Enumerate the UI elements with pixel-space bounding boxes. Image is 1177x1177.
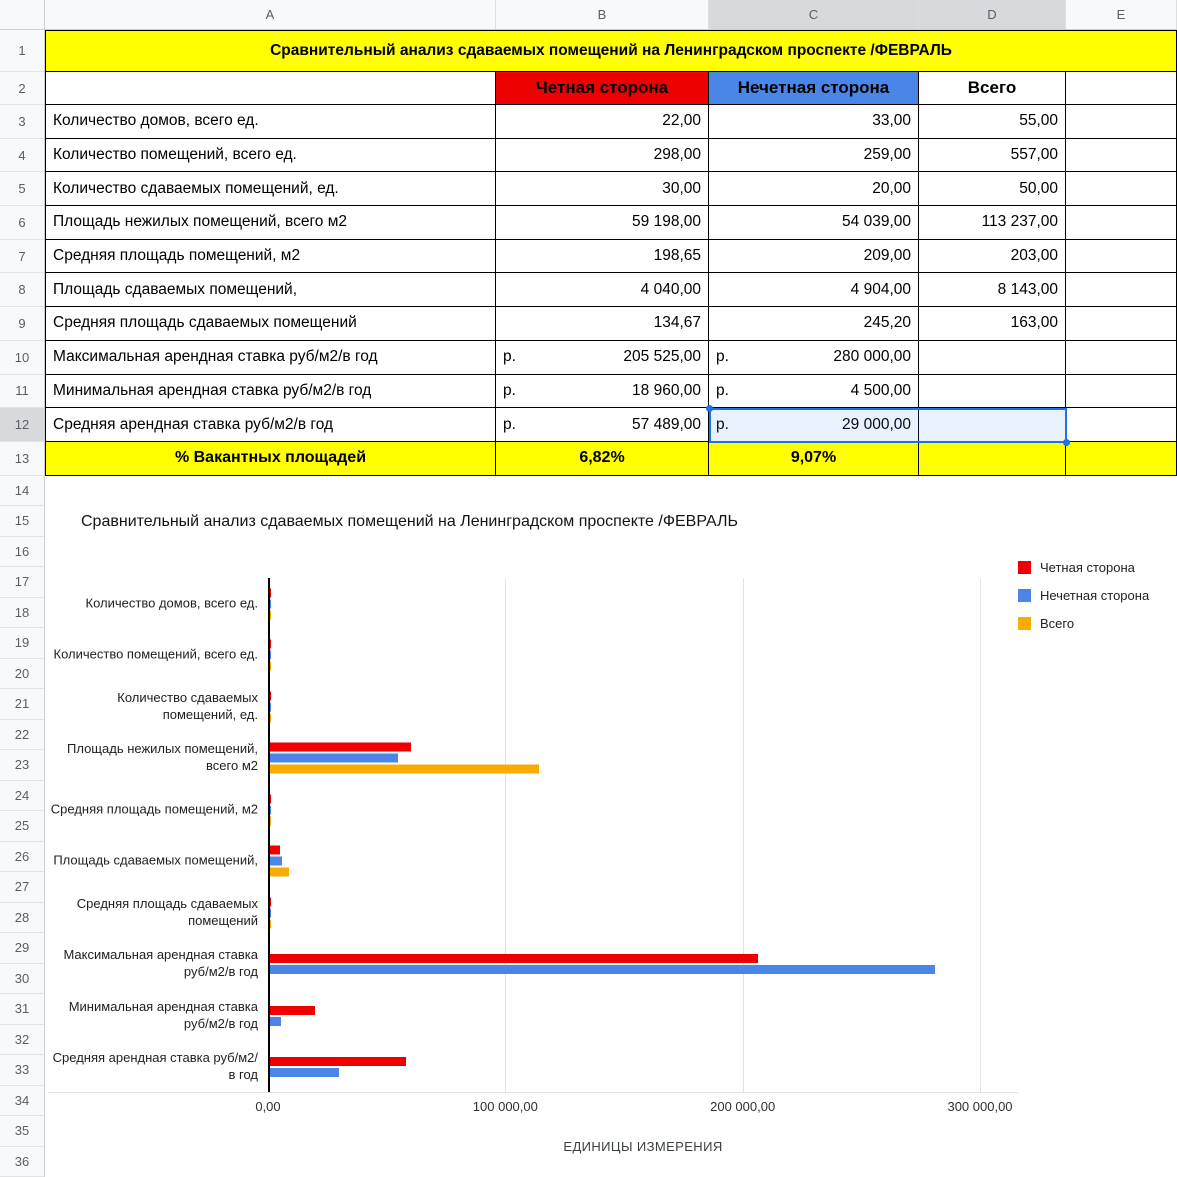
legend-label: Четная сторона [1040, 560, 1135, 575]
empty-cell[interactable] [1066, 307, 1177, 341]
value-cell-odd[interactable] [709, 341, 919, 375]
row-header-19[interactable]: 19 [0, 628, 44, 659]
row-header-6[interactable]: 6 [0, 206, 44, 240]
chart-bar [270, 599, 271, 608]
chart-category-row [48, 1042, 1018, 1094]
chart-category-row [48, 733, 1018, 785]
chart-x-tick-label: 200 000,00 [710, 1099, 776, 1114]
currency-symbol: р. [503, 415, 516, 433]
row-header-25[interactable]: 25 [0, 811, 44, 842]
table-title-cell[interactable]: Сравнительный анализ сдаваемых помещений на Ленинградском проспекте /ФЕВРАЛЬ [45, 30, 1177, 72]
legend-swatch [1018, 561, 1031, 574]
chart-bar-group [270, 691, 271, 722]
chart-bar [270, 846, 280, 855]
chart-bar [270, 1068, 339, 1077]
row-header-13[interactable]: 13 [0, 442, 44, 476]
table-title-row [45, 30, 1177, 72]
footer-label-cell[interactable]: % Вакантных площадей [45, 442, 496, 476]
currency-symbol: р. [716, 348, 729, 366]
chart-x-tick-label: 0,00 [255, 1099, 281, 1114]
empty-cell[interactable] [1066, 240, 1177, 274]
table-row [45, 139, 1177, 173]
chart-category-row [48, 887, 1018, 939]
cell-value: 18 960,00 [632, 381, 701, 399]
row-header-23[interactable]: 23 [0, 750, 44, 781]
row-header-30[interactable]: 30 [0, 964, 44, 995]
grid-area [45, 30, 1177, 1177]
empty-cell[interactable] [1066, 172, 1177, 206]
value-cell-total[interactable] [919, 341, 1066, 375]
value-cell-even[interactable] [496, 408, 709, 442]
cell-value: 57 489,00 [632, 415, 701, 433]
row-label[interactable]: Количество домов, всего ед. [45, 105, 496, 139]
chart-category-row [48, 681, 1018, 733]
value-cell-total[interactable]: 50,00 [919, 172, 1066, 206]
empty-cell[interactable] [1066, 408, 1177, 442]
value-cell-odd[interactable]: 20,00 [709, 172, 919, 206]
table-row [45, 408, 1177, 442]
value-cell-total[interactable]: 557,00 [919, 139, 1066, 173]
value-cell-total[interactable]: 113 237,00 [919, 206, 1066, 240]
chart-bar [270, 691, 271, 700]
chart-bar [270, 868, 289, 877]
chart-bar-group [270, 640, 271, 671]
chart-bar-group [270, 954, 935, 974]
chart-bar [270, 610, 271, 619]
row-header-3[interactable]: 3 [0, 105, 44, 139]
column-header-a[interactable]: A [45, 0, 496, 29]
chart-bar-group [270, 897, 271, 928]
column-header-row [0, 0, 1177, 30]
row-header-33[interactable]: 33 [0, 1055, 44, 1086]
chart-bar-group [270, 1057, 406, 1077]
chart-bar-group [270, 846, 289, 877]
chart-bar-group [270, 1006, 315, 1026]
empty-cell[interactable] [1066, 375, 1177, 409]
value-cell-total[interactable]: 163,00 [919, 307, 1066, 341]
chart-bar [270, 754, 398, 763]
chart-bar-group [270, 794, 271, 825]
table-row [45, 105, 1177, 139]
chart-category-label: Средняя площадь сдаваемых помещений [76, 895, 258, 928]
table-row [45, 240, 1177, 274]
chart-bar [270, 805, 271, 814]
value-cell-total[interactable]: 55,00 [919, 105, 1066, 139]
legend-item [1018, 588, 1149, 603]
row-header-7[interactable]: 7 [0, 240, 44, 274]
chart-bar [270, 816, 271, 825]
chart-category-row [48, 939, 1018, 991]
chart-plot [48, 578, 1018, 1093]
chart-bar [270, 743, 411, 752]
chart-bar [270, 662, 271, 671]
value-cell-odd[interactable]: 209,00 [709, 240, 919, 274]
chart-bar [270, 1006, 315, 1015]
value-cell-odd[interactable]: 54 039,00 [709, 206, 919, 240]
row-label[interactable]: Средняя площадь помещений, м2 [45, 240, 496, 274]
row-header-column [0, 30, 45, 1177]
value-cell-odd[interactable]: 4 904,00 [709, 273, 919, 307]
row-label[interactable]: Минимальная арендная ставка руб/м2/в год [45, 375, 496, 409]
table-header-row [45, 72, 1177, 105]
value-cell-odd[interactable] [709, 375, 919, 409]
header-even-side[interactable]: Четная сторона [496, 72, 709, 105]
row-label[interactable]: Максимальная арендная ставка руб/м2/в год [45, 341, 496, 375]
chart-x-ticks [48, 1099, 1175, 1117]
currency-symbol: р. [716, 381, 729, 399]
footer-odd-value[interactable]: 9,07% [709, 442, 919, 476]
row-label[interactable]: Средняя арендная ставка руб/м2/в год [45, 408, 496, 442]
table-row [45, 341, 1177, 375]
chart-bar [270, 1017, 281, 1026]
value-cell-total[interactable]: 8 143,00 [919, 273, 1066, 307]
cell-e2[interactable] [1066, 72, 1177, 105]
chart-x-tick-label: 100 000,00 [472, 1099, 538, 1114]
footer-total-cell[interactable] [919, 442, 1066, 476]
chart-category-label: Средняя арендная ставка руб/м2/в год [52, 1050, 258, 1083]
value-cell-even[interactable]: 22,00 [496, 105, 709, 139]
empty-cell[interactable] [1066, 105, 1177, 139]
value-cell-even[interactable]: 198,65 [496, 240, 709, 274]
chart-x-axis-title: ЕДИНИЦЫ ИЗМЕРЕНИЯ [563, 1139, 723, 1154]
row-header-34[interactable]: 34 [0, 1086, 44, 1117]
chart-category-label: Количество домов, всего ед. [85, 595, 258, 611]
row-header-1[interactable]: 1 [0, 30, 44, 72]
currency-symbol: р. [503, 348, 516, 366]
row-header-29[interactable]: 29 [0, 933, 44, 964]
chart-bar [270, 919, 271, 928]
header-odd-side[interactable]: Нечетная сторона [709, 72, 919, 105]
column-header-d[interactable]: D [919, 0, 1066, 29]
value-cell-total[interactable]: 203,00 [919, 240, 1066, 274]
value-cell-even[interactable] [496, 341, 709, 375]
chart-category-row [48, 630, 1018, 682]
embedded-chart[interactable] [48, 488, 1175, 1177]
chart-bar-group [270, 588, 271, 619]
chart-bar-group [270, 743, 539, 774]
value-cell-even[interactable]: 298,00 [496, 139, 709, 173]
chart-bar [270, 857, 282, 866]
row-header-16[interactable]: 16 [0, 537, 44, 568]
legend-label: Нечетная сторона [1040, 588, 1150, 603]
table-row [45, 206, 1177, 240]
legend-item [1018, 616, 1149, 631]
legend-label: Всего [1040, 616, 1075, 631]
empty-cell[interactable] [1066, 273, 1177, 307]
empty-cell[interactable] [1066, 341, 1177, 375]
row-label[interactable]: Средняя площадь сдаваемых помещений [45, 307, 496, 341]
header-total[interactable]: Всего [919, 72, 1066, 105]
chart-category-row [48, 836, 1018, 888]
row-label[interactable]: Площадь нежилых помещений, всего м2 [45, 206, 496, 240]
row-header-4[interactable]: 4 [0, 139, 44, 173]
row-header-20[interactable]: 20 [0, 659, 44, 690]
chart-category-label: Количество сдаваемых помещений, ед. [117, 689, 258, 722]
currency-symbol: р. [716, 415, 729, 433]
chart-bar [270, 794, 271, 803]
row-header-22[interactable]: 22 [0, 720, 44, 751]
row-header-11[interactable]: 11 [0, 375, 44, 409]
cell-a2[interactable] [45, 72, 496, 105]
value-cell-total[interactable] [919, 408, 1066, 442]
chart-category-label: Площадь нежилых помещений, всего м2 [67, 741, 258, 774]
chart-bar [270, 1057, 406, 1066]
table-row [45, 172, 1177, 206]
chart-title: Сравнительный анализ сдаваемых помещений на Ленинградском проспекте /ФЕВРАЛЬ [81, 513, 738, 530]
cell-value: 4 500,00 [850, 381, 911, 399]
row-label[interactable]: Количество сдаваемых помещений, ед. [45, 172, 496, 206]
table-row [45, 375, 1177, 409]
sheet-body [0, 30, 1177, 1177]
row-header-35[interactable]: 35 [0, 1116, 44, 1147]
currency-symbol: р. [503, 381, 516, 399]
legend-swatch [1018, 617, 1031, 630]
chart-bar [270, 588, 271, 597]
chart-bar [270, 908, 271, 917]
row-header-32[interactable]: 32 [0, 1025, 44, 1056]
value-cell-odd[interactable]: 259,00 [709, 139, 919, 173]
value-cell-even[interactable]: 4 040,00 [496, 273, 709, 307]
row-header-12[interactable]: 12 [0, 408, 44, 442]
chart-category-label: Количество помещений, всего ед. [53, 646, 258, 662]
row-header-2[interactable]: 2 [0, 72, 44, 105]
row-header-36[interactable]: 36 [0, 1147, 44, 1177]
chart-bar [270, 713, 271, 722]
column-header-e[interactable]: E [1066, 0, 1177, 29]
cell-value: 280 000,00 [833, 348, 911, 366]
chart-bar [270, 651, 271, 660]
column-headers [45, 0, 1177, 29]
value-cell-total[interactable] [919, 375, 1066, 409]
chart-bar [270, 765, 539, 774]
vacancy-footer-row [45, 442, 1177, 476]
footer-empty-cell[interactable] [1066, 442, 1177, 476]
row-header-26[interactable]: 26 [0, 842, 44, 873]
row-header-8[interactable]: 8 [0, 273, 44, 307]
row-header-17[interactable]: 17 [0, 567, 44, 598]
row-header-14[interactable]: 14 [0, 476, 44, 507]
row-header-24[interactable]: 24 [0, 781, 44, 812]
row-label[interactable]: Площадь сдаваемых помещений, [45, 273, 496, 307]
chart-bar [270, 965, 935, 974]
row-header-18[interactable]: 18 [0, 598, 44, 629]
chart-x-tick-label: 300 000,00 [947, 1099, 1013, 1114]
row-label[interactable]: Количество помещений, всего ед. [45, 139, 496, 173]
row-header-28[interactable]: 28 [0, 903, 44, 934]
chart-category-row [48, 990, 1018, 1042]
chart-bar [270, 702, 271, 711]
cell-value: 205 525,00 [623, 348, 701, 366]
chart-category-row [48, 578, 1018, 630]
table-data-rows [45, 105, 1177, 442]
row-header-9[interactable]: 9 [0, 307, 44, 341]
footer-even-value[interactable]: 6,82% [496, 442, 709, 476]
column-header-b[interactable]: B [496, 0, 709, 29]
column-header-c[interactable]: C [709, 0, 919, 29]
legend-item [1018, 560, 1149, 575]
chart-category-label: Минимальная арендная ставка руб/м2/в год [68, 998, 258, 1031]
value-cell-even[interactable]: 30,00 [496, 172, 709, 206]
value-cell-even[interactable]: 59 198,00 [496, 206, 709, 240]
chart-category-label: Максимальная арендная ставка руб/м2/в год [63, 947, 258, 980]
select-all-corner[interactable] [0, 0, 45, 29]
row-header-27[interactable]: 27 [0, 872, 44, 903]
table-row [45, 307, 1177, 341]
row-header-21[interactable]: 21 [0, 689, 44, 720]
chart-category-label: Средняя площадь помещений, м2 [50, 801, 258, 817]
chart-bar [270, 897, 271, 906]
chart-category-row [48, 784, 1018, 836]
row-header-5[interactable]: 5 [0, 172, 44, 206]
empty-cell[interactable] [1066, 206, 1177, 240]
chart-category-label: Площадь сдаваемых помещений, [53, 852, 258, 868]
value-cell-even[interactable] [496, 375, 709, 409]
chart-legend [1018, 560, 1149, 631]
chart-y-axis-line [268, 578, 270, 1092]
empty-cell[interactable] [1066, 139, 1177, 173]
value-cell-even[interactable]: 134,67 [496, 307, 709, 341]
row-header-15[interactable]: 15 [0, 506, 44, 537]
chart-bar [270, 954, 758, 963]
chart-bar [270, 640, 271, 649]
value-cell-odd[interactable]: 245,20 [709, 307, 919, 341]
value-cell-odd[interactable]: 33,00 [709, 105, 919, 139]
cell-value: 29 000,00 [842, 415, 911, 433]
row-header-31[interactable]: 31 [0, 994, 44, 1025]
row-header-10[interactable]: 10 [0, 341, 44, 375]
legend-swatch [1018, 589, 1031, 602]
value-cell-odd[interactable] [709, 408, 919, 442]
table-row [45, 273, 1177, 307]
